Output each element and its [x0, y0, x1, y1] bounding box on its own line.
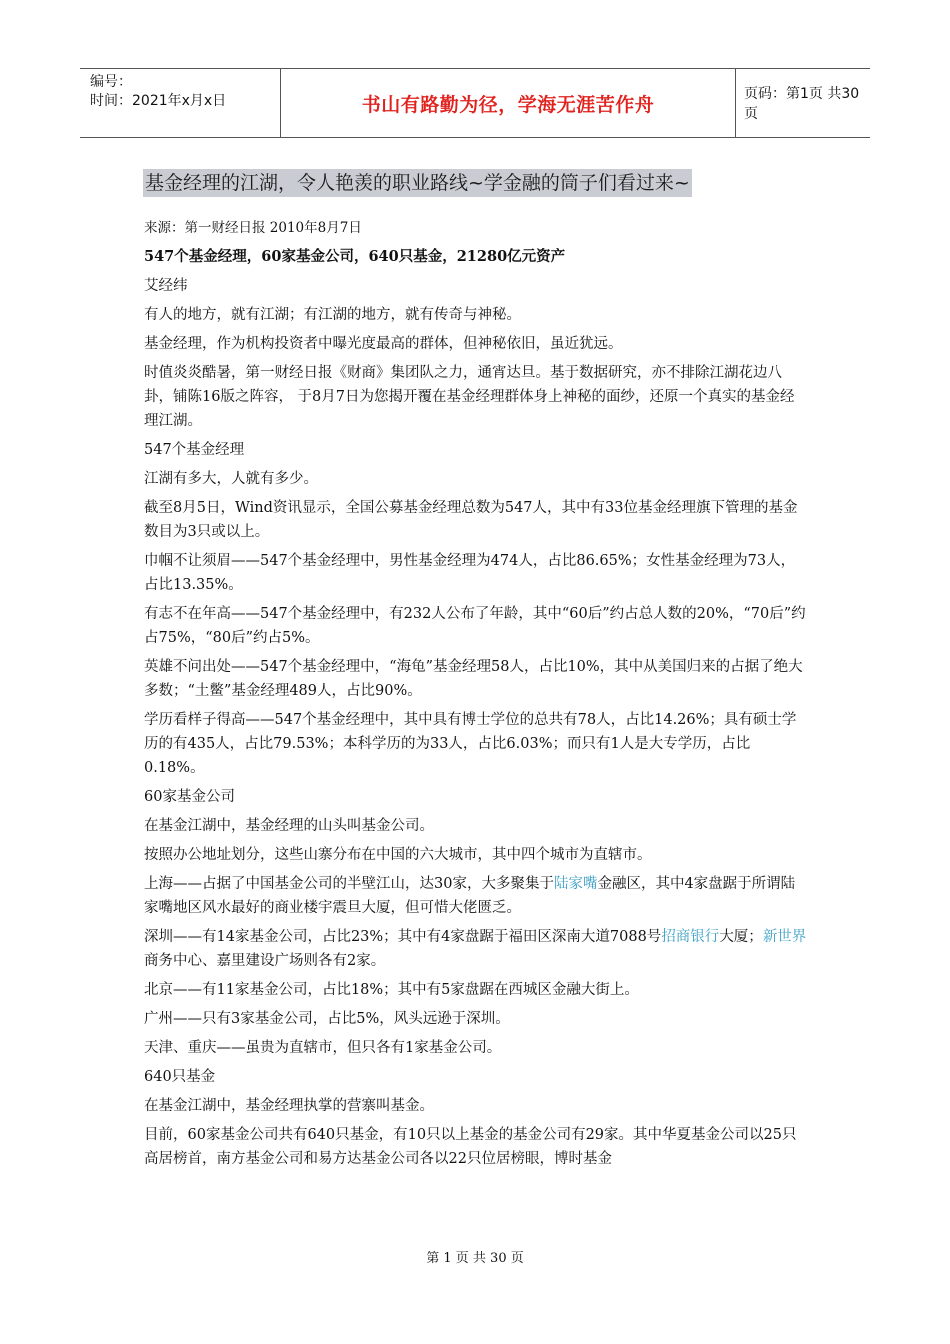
paragraph: 按照办公地址划分，这些山寨分布在中国的六大城市，其中四个城市为直辖市。 [144, 847, 652, 863]
article-author: 艾经纬 [144, 278, 188, 294]
section-heading: 60家基金公司 [144, 789, 235, 805]
section-heading: 547个基金经理 [144, 442, 245, 458]
cmb-link[interactable]: 招商银行 [661, 929, 720, 945]
paragraph-shanghai [144, 872, 808, 920]
lujiazui-link[interactable]: 陆家嘴 [553, 876, 598, 892]
article-body [144, 216, 808, 1176]
header-page-info: 页码：第1页 共30页 [744, 86, 860, 122]
paragraph: 截至8月5日，Wind资讯显示，全国公募基金经理总数为547人，其中有33位基金经理旗下管理的基金数目为3只或以上。 [144, 500, 798, 540]
paragraph: 在基金江湖中，基金经理的山头叫基金公司。 [144, 818, 434, 834]
text: 金融区，其中4家盘踞于所谓陆家嘴地区风水最好的商业楼宇震旦大厦，但可惜大佬匮乏。 [144, 876, 796, 916]
page-footer: 第 1 页 共 30 页 [426, 1251, 524, 1266]
text: 上海——占据了中国基金公司的半壁江山，达30家，大多聚集于 [144, 876, 554, 892]
header-number: 编号： [90, 74, 132, 90]
text: 商务中心、嘉里建设广场则各有2家。 [144, 953, 386, 969]
new-world-link[interactable]: 新世界 [762, 929, 807, 945]
header-time: 时间：2021年x月x日 [90, 93, 227, 109]
paragraph: 学历看样子得高——547个基金经理中，其中具有博士学位的总共有78人，占比14.26%；具有硕士学历的有435人，占比79.53%；本科学历的为33人，占比6.03%；而只有1人是大专学历，占比0.18%。 [144, 712, 797, 776]
paragraph: 目前，60家基金公司共有640只基金，有10只以上基金的基金公司有29家。其中华夏基金公司以25只高居榜首，南方基金公司和易方达基金公司各以22只位居榜眼，博时基金 [144, 1127, 797, 1167]
paragraph: 英雄不问出处——547个基金经理中，“海龟”基金经理58人，占比10%，其中从美国归来的占据了绝大多数；“土鳖”基金经理489人，占比90%。 [144, 659, 803, 699]
paragraph: 有志不在年高——547个基金经理中，有232人公布了年龄，其中“60后”约占总人数的20%，“70后”约占75%，“80后”约占5%。 [144, 606, 806, 646]
text: 大厦； [719, 929, 763, 945]
paragraph: 江湖有多大，人就有多少。 [144, 471, 318, 487]
article-headline: 547个基金经理，60家基金公司，640只基金，21280亿元资产 [144, 248, 566, 265]
article-source: 来源：第一财经日报 2010年8月7日 [144, 220, 362, 236]
paragraph: 北京——有11家基金公司，占比18%；其中有5家盘踞在西城区金融大街上。 [144, 982, 639, 998]
header-motto: 书山有路勤为径，学海无涯苦作舟 [281, 69, 736, 137]
paragraph: 巾帼不让须眉——547个基金经理中，男性基金经理为474人，占比86.65%；女性基金经理为73人，占比13.35%。 [144, 553, 796, 593]
paragraph-shenzhen [144, 925, 808, 973]
paragraph: 天津、重庆——虽贵为直辖市，但只各有1家基金公司。 [144, 1040, 502, 1056]
document-header [80, 68, 870, 138]
article-title: 基金经理的江湖，令人艳羡的职业路线~学金融的筒子们看过来~ [143, 169, 692, 197]
header-meta [80, 69, 281, 137]
paragraph: 广州——只有3家基金公司，占比5%，风头远逊于深圳。 [144, 1011, 510, 1027]
paragraph: 基金经理，作为机构投资者中曝光度最高的群体，但神秘依旧，虽近犹远。 [144, 336, 623, 352]
paragraph: 在基金江湖中，基金经理执掌的营寨叫基金。 [144, 1098, 434, 1114]
text: 深圳——有14家基金公司，占比23%；其中有4家盘踞于福田区深南大道7088号 [144, 929, 662, 945]
paragraph: 时值炎炎酷暑，第一财经日报《财商》集团队之力，通宵达旦。基于数据研究，亦不排除江湖花边八卦，铺陈16版之阵容， 于8月7日为您揭开覆在基金经理群体身上神秘的面纱，还原一个真实的基金经理江湖。 [144, 365, 795, 429]
paragraph: 有人的地方，就有江湖；有江湖的地方，就有传奇与神秘。 [144, 307, 521, 323]
section-heading: 640只基金 [144, 1069, 216, 1085]
